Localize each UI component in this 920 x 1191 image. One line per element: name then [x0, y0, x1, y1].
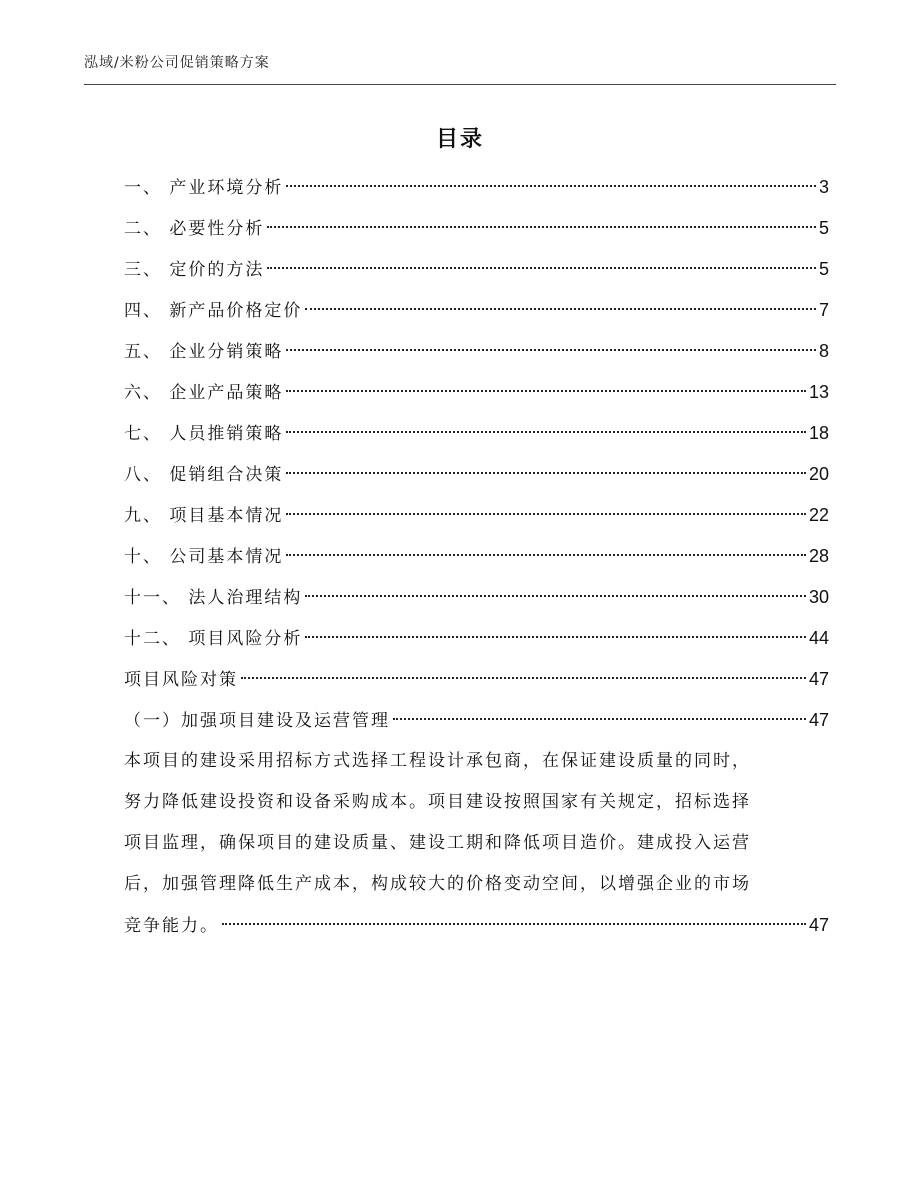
toc-entry[interactable]	[124, 495, 829, 536]
toc-page-number: 8	[818, 341, 829, 361]
toc-entry[interactable]	[124, 454, 829, 495]
toc-entry-paragraph[interactable]	[124, 741, 829, 946]
toc-dot-leader	[286, 431, 806, 433]
toc-paragraph-last-line	[124, 905, 829, 946]
toc-page-number: 30	[808, 587, 829, 607]
toc-entry[interactable]	[124, 413, 829, 454]
toc-dot-leader	[305, 595, 806, 597]
toc-page-number: 18	[808, 423, 829, 443]
toc-entry-label: 四、 新产品价格定价	[124, 301, 303, 321]
toc-paragraph-line: 本项目的建设采用招标方式选择工程设计承包商，在保证建设质量的同时，	[124, 751, 751, 771]
toc-entry-label: 十一、 法人治理结构	[124, 588, 303, 608]
toc-entry[interactable]	[124, 331, 829, 372]
toc-entry-label: 十、 公司基本情况	[124, 547, 284, 567]
toc-entry-label: 十二、 项目风险分析	[124, 629, 303, 649]
toc-page-number: 22	[808, 505, 829, 525]
toc-dot-leader	[286, 472, 806, 474]
toc-entry[interactable]	[124, 659, 829, 700]
toc-page-number: 7	[818, 300, 829, 320]
toc-page-number: 47	[808, 669, 829, 689]
toc-page-number: 44	[808, 628, 829, 648]
toc-entry[interactable]	[124, 249, 829, 290]
toc-dot-leader	[222, 923, 806, 925]
toc-dot-leader	[286, 390, 806, 392]
toc-entry-label: （一）加强项目建设及运营管理	[124, 711, 390, 731]
toc-dot-leader	[305, 636, 806, 638]
toc-page-number: 47	[808, 915, 829, 935]
toc-dot-leader	[241, 677, 806, 679]
toc-page-number: 3	[818, 177, 829, 197]
toc-paragraph-line: 努力降低建设投资和设备采购成本。项目建设按照国家有关规定，招标选择	[124, 792, 751, 812]
toc-entry[interactable]	[124, 167, 829, 208]
toc-title: 目录	[435, 127, 484, 152]
toc-entry[interactable]	[124, 618, 829, 659]
toc-dot-leader	[267, 226, 816, 228]
toc-dot-leader	[305, 308, 816, 310]
toc-entry-label: 竞争能力。	[124, 916, 219, 936]
toc-entry-label: 六、 企业产品策略	[124, 383, 284, 403]
toc-entry[interactable]	[124, 536, 829, 577]
toc-paragraph-line: 后，加强管理降低生产成本，构成较大的价格变动空间，以增强企业的市场	[124, 874, 751, 894]
toc-entry-label: 五、 企业分销策略	[124, 342, 284, 362]
toc-entry-label: 三、 定价的方法	[124, 260, 265, 280]
toc-page-number: 13	[808, 382, 829, 402]
toc-entry[interactable]	[124, 290, 829, 331]
toc-dot-leader	[286, 349, 816, 351]
header-rule	[84, 84, 836, 85]
toc-page-number: 20	[808, 464, 829, 484]
toc-paragraph-line: 项目监理，确保项目的建设质量、建设工期和降低项目造价。建成投入运营	[124, 833, 751, 853]
table-of-contents	[124, 167, 829, 946]
toc-entry[interactable]	[124, 372, 829, 413]
toc-page-number: 47	[808, 710, 829, 730]
header-text: 泓域/米粉公司促销策略方案	[84, 55, 270, 71]
toc-dot-leader	[286, 513, 806, 515]
toc-entry-label: 一、 产业环境分析	[124, 178, 284, 198]
toc-page-number: 28	[808, 546, 829, 566]
toc-entry[interactable]	[124, 577, 829, 618]
toc-entry-label: 八、 促销组合决策	[124, 465, 284, 485]
toc-entry[interactable]	[124, 700, 829, 741]
toc-dot-leader	[286, 185, 816, 187]
toc-entry-label: 七、 人员推销策略	[124, 424, 284, 444]
toc-dot-leader	[286, 554, 806, 556]
toc-dot-leader	[267, 267, 816, 269]
toc-entry-label: 九、 项目基本情况	[124, 506, 284, 526]
toc-page-number: 5	[818, 218, 829, 238]
toc-entry-label: 项目风险对策	[124, 670, 238, 690]
toc-dot-leader	[393, 718, 806, 720]
toc-entry[interactable]	[124, 208, 829, 249]
toc-entry-label: 二、 必要性分析	[124, 219, 265, 239]
toc-page-number: 5	[818, 259, 829, 279]
